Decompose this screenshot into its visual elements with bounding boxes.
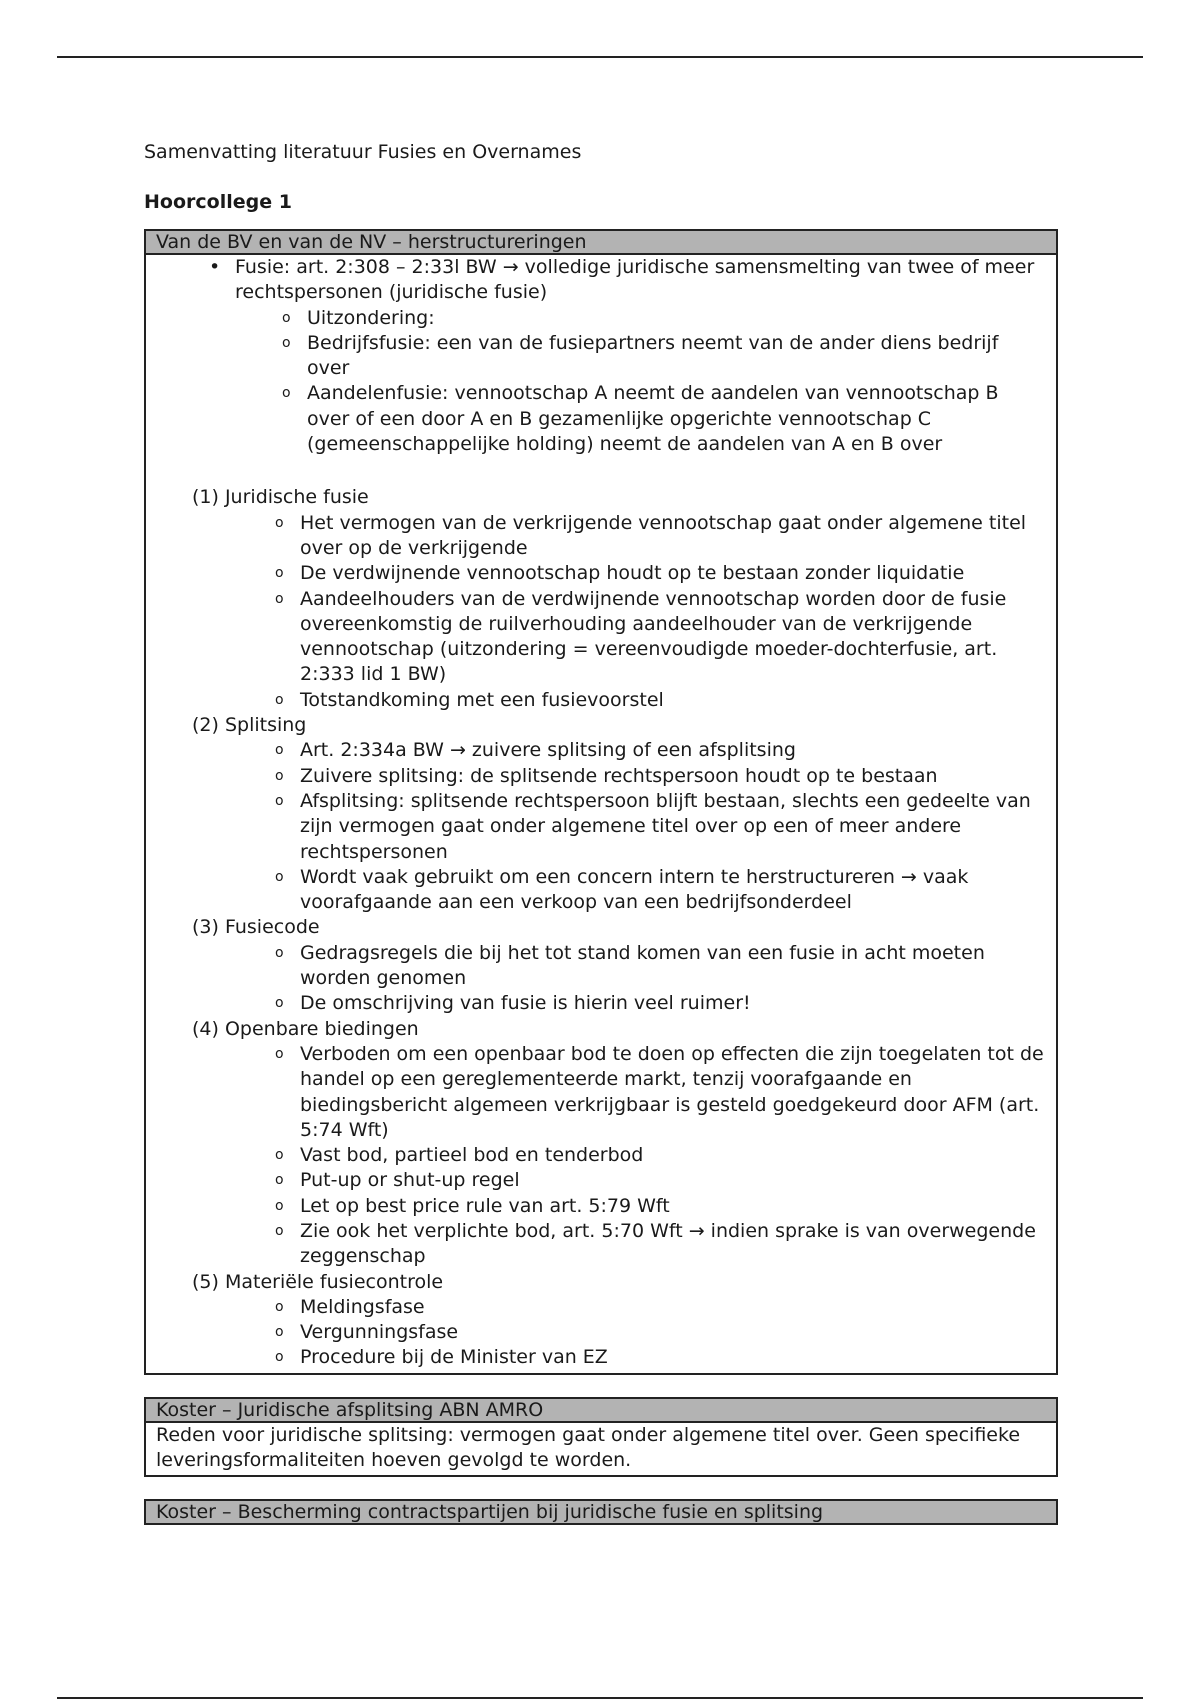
section-item-text: Afsplitsing: splitsende rechtspersoon blijft bestaan, slechts een gedeelte van zijn vermogen gaat onder algemene titel over op een of meer andere rechtspersonen xyxy=(300,789,1031,863)
section-item xyxy=(156,1042,1046,1143)
section-item xyxy=(156,1194,1046,1219)
circle-bullet-icon: o xyxy=(275,1349,284,1366)
contract-parties-box xyxy=(144,1499,1058,1525)
section-item-text: Verboden om een openbaar bod te doen op effecten die zijn toegelaten tot de handel op een gereglementeerde markt, tenzij voorafgaande en biedingsbericht algemeen verkrijgbaar is gesteld goedgekeurd door AFM (art. 5:74 Wft) xyxy=(300,1042,1044,1141)
circle-bullet-icon: o xyxy=(275,767,284,784)
circle-bullet-icon: o xyxy=(275,691,284,708)
section-item-text: Gedragsregels die bij het tot stand komen van een fusie in acht moeten worden genomen xyxy=(300,941,985,990)
section-item xyxy=(156,738,1046,763)
circle-bullet-icon: o xyxy=(275,944,284,961)
section-list xyxy=(156,941,1046,1017)
section-item xyxy=(156,941,1046,992)
section-item xyxy=(156,764,1046,789)
section-item xyxy=(156,1168,1046,1193)
section-item-text: Procedure bij de Minister van EZ xyxy=(300,1346,608,1369)
section-item xyxy=(156,1295,1046,1320)
circle-bullet-icon: o xyxy=(282,309,291,326)
circle-bullet-icon: o xyxy=(282,334,291,351)
section-item xyxy=(156,1345,1046,1370)
circle-bullet-icon: o xyxy=(275,1324,284,1341)
section-item-text: De verdwijnende vennootschap houdt op te bestaan zonder liquidatie xyxy=(300,562,965,585)
circle-bullet-icon: o xyxy=(275,590,284,607)
sub-list xyxy=(156,306,1046,458)
section-item-text: Art. 2:334a BW → zuivere splitsing of een afsplitsing xyxy=(300,739,796,762)
circle-bullet-icon: o xyxy=(275,1045,284,1062)
circle-bullet-icon: o xyxy=(275,742,284,759)
sub-item xyxy=(156,381,1046,457)
box-header: Koster – Juridische afsplitsing ABN AMRO xyxy=(146,1399,1056,1423)
section-item-text: Put-up or shut-up regel xyxy=(300,1169,520,1192)
circle-bullet-icon: o xyxy=(275,995,284,1012)
sub-item-text: Bedrijfsfusie: een van de fusiepartners neemt van de ander diens bedrijf over xyxy=(307,331,999,380)
section-item-text: Vergunningsfase xyxy=(300,1321,459,1344)
section-list xyxy=(156,1295,1046,1371)
section-item-text: Wordt vaak gebruikt om een concern intern te herstructureren → vaak voorafgaande aan een verkoop van een bedrijfsonderdeel xyxy=(300,865,969,914)
section-item-text: Vast bod, partieel bod en tenderbod xyxy=(300,1144,644,1167)
circle-bullet-icon: o xyxy=(275,1147,284,1164)
section-item-text: Het vermogen van de verkrijgende vennootschap gaat onder algemene titel over op de verkrijgende xyxy=(300,511,1027,559)
sub-item-text: Aandelenfusie: vennootschap A neemt de aandelen van vennootschap B over of een door A en B gezamenlijke opgerichte vennootschap C (gemeenschappelijke holding) neemt de aandelen van A en B over xyxy=(307,382,999,456)
section-title: (3) Fusiecode xyxy=(192,916,320,939)
circle-bullet-icon: o xyxy=(275,1222,284,1239)
section-item-text: Let op best price rule van art. 5:79 Wft xyxy=(300,1194,670,1217)
section-item xyxy=(156,1219,1046,1270)
circle-bullet-icon: o xyxy=(275,868,284,885)
section-item xyxy=(156,688,1046,713)
section-item-text: Aandeelhouders van de verdwijnende vennootschap worden door de fusie overeenkomstig de ruilverhouding aandeelhouder van de verkrijgende vennootschap (uitzondering = vereenvoudigde moeder-dochterfusie, art. 2:333 lid 1 BW) xyxy=(300,587,1007,686)
bullet-text: Fusie: art. 2:308 – 2:33l BW → volledige juridische samensmelting van twee of meer rechtspersonen (juridische fusie) xyxy=(235,256,1035,304)
section-item xyxy=(156,1143,1046,1168)
section-title: (2) Splitsing xyxy=(192,714,307,737)
box-header: Koster – Bescherming contractspartijen bij juridische fusie en splitsing xyxy=(146,1501,1056,1523)
document-body xyxy=(144,140,1058,1525)
section-list xyxy=(156,511,1046,713)
document-title: Samenvatting literatuur Fusies en Overnames xyxy=(144,141,582,163)
section-title: (1) Juridische fusie xyxy=(192,486,369,509)
sub-item xyxy=(156,331,1046,382)
section-list xyxy=(156,738,1046,915)
section-item xyxy=(156,511,1046,562)
box-body: Reden voor juridische splitsing: vermogen gaat onder algemene titel over. Geen specifieke leveringsformaliteiten hoeven gevolgd te worden. xyxy=(156,1423,1021,1472)
bottom-rule xyxy=(57,1697,1143,1699)
circle-bullet-icon: o xyxy=(275,1172,284,1189)
section-item-text: Zie ook het verplichte bod, art. 5:70 Wft → indien sprake is van overwegende zeggenschap xyxy=(300,1219,1036,1268)
section-item xyxy=(156,1320,1046,1345)
section-title: (4) Openbare biedingen xyxy=(192,1017,419,1040)
top-rule xyxy=(57,56,1143,58)
section-item xyxy=(156,587,1046,688)
section-item-text: Meldingsfase xyxy=(300,1295,425,1318)
section-list xyxy=(156,1042,1046,1270)
circle-bullet-icon: o xyxy=(282,385,291,402)
sub-item-text: Uitzondering: xyxy=(307,306,435,329)
circle-bullet-icon: o xyxy=(275,1298,284,1315)
circle-bullet-icon: o xyxy=(275,565,284,582)
sub-item xyxy=(156,306,1046,331)
circle-bullet-icon: o xyxy=(275,792,284,809)
restructuring-box xyxy=(144,229,1058,1375)
box-body xyxy=(146,255,1056,1373)
section-item xyxy=(156,789,1046,865)
section-item-text: De omschrijving van fusie is hierin veel ruimer! xyxy=(300,992,751,1015)
section-item xyxy=(156,561,1046,586)
section-item xyxy=(156,991,1046,1016)
circle-bullet-icon: o xyxy=(275,514,284,531)
lecture-heading: Hoorcollege 1 xyxy=(144,191,292,213)
section-title: (5) Materiële fusiecontrole xyxy=(192,1270,444,1293)
box-header: Van de BV en van de NV – herstructureringen xyxy=(146,231,1056,255)
section-item xyxy=(156,865,1046,916)
circle-bullet-icon: o xyxy=(275,1197,284,1214)
section-item-text: Zuivere splitsing: de splitsende rechtspersoon houdt op te bestaan xyxy=(300,764,938,787)
bullet-list xyxy=(156,255,1046,306)
bullet-item xyxy=(156,255,1046,306)
bullet-icon: • xyxy=(209,256,221,278)
section-item-text: Totstandkoming met een fusievoorstel xyxy=(300,688,664,711)
abn-amro-box xyxy=(144,1397,1058,1478)
spacer xyxy=(156,457,1046,485)
